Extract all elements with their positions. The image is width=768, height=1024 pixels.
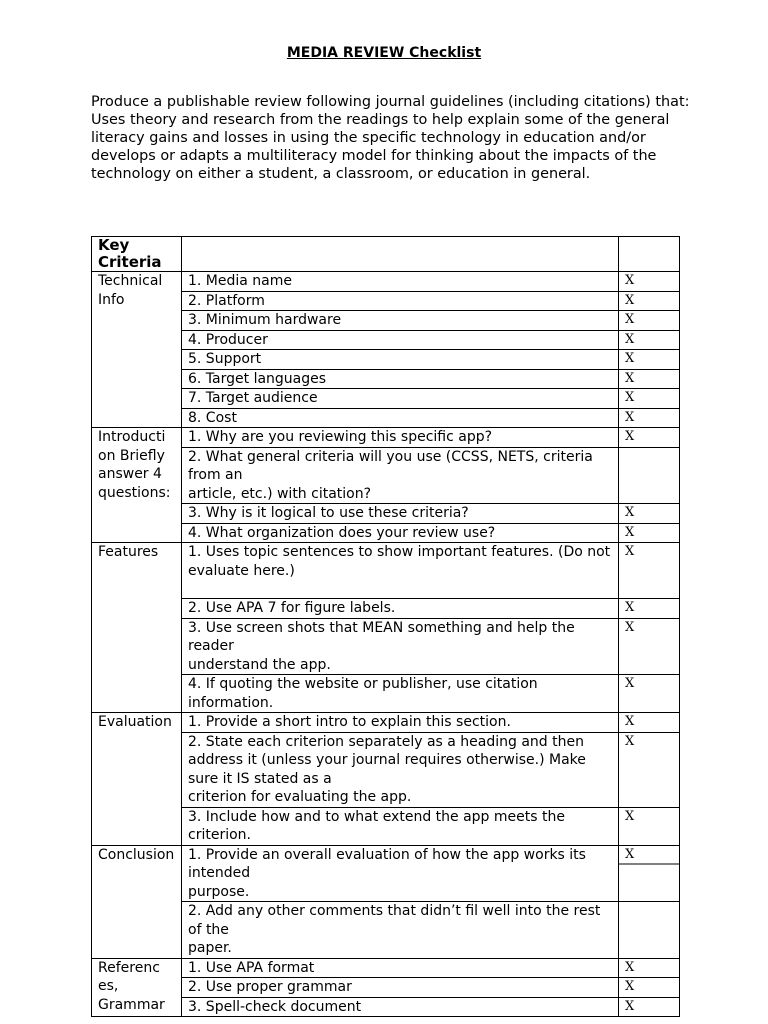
header-mark [619, 237, 680, 272]
mark-cell: X [619, 978, 680, 998]
mark-cell: X [619, 523, 680, 543]
intro-line-1: Produce a publishable review following journal guidelines (including citations) that: [91, 94, 690, 110]
criteria-technical-info: Technical Info [92, 272, 182, 428]
table-row [92, 543, 680, 599]
mark-cell [619, 447, 680, 504]
criteria-evaluation: Evaluation [92, 713, 182, 846]
header-item [182, 237, 619, 272]
item-cell: 4. If quoting the website or publisher, use citation information. [182, 675, 619, 713]
mark-cell: X [619, 369, 680, 389]
item-cell: 2. Use proper grammar [182, 978, 619, 998]
mark-cell: X [619, 997, 680, 1017]
item-cell: 1. Why are you reviewing this specific app? [182, 428, 619, 448]
item-cell: 1. Use APA format [182, 958, 619, 978]
table-row [92, 845, 680, 902]
table-row [92, 428, 680, 448]
intro-line-2: Uses theory and research from the readings to help explain some of the general literacy gains and losses in using the specific technology in education and/or develops or adapts a multiliteracy model for thinking about the impacts of the technology on either a student, a classroom, or education in general. [91, 112, 670, 182]
mark-cell: X [619, 618, 680, 675]
mark-cell: X [619, 330, 680, 350]
mark-cell: X [619, 543, 680, 599]
mark-cell [619, 902, 680, 959]
mark-cell: X [619, 311, 680, 331]
item-cell: 4. What organization does your review use? [182, 523, 619, 543]
header-key-criteria: Key Criteria [92, 237, 182, 272]
item-cell: 1. Media name [182, 272, 619, 292]
item-cell: 5. Support [182, 350, 619, 370]
item-cell: 3. Why is it logical to use these criteria? [182, 504, 619, 524]
mark-cell: X [619, 291, 680, 311]
page-title: MEDIA REVIEW Checklist [286, 45, 482, 61]
mark-cell: X [619, 408, 680, 428]
item-cell: 1. Provide an overall evaluation of how the app works its intended purpose. [182, 845, 619, 902]
item-cell: 1. Uses topic sentences to show important features. (Do not evaluate here.) [182, 543, 619, 599]
item-cell: 2. What general criteria will you use (CCSS, NETS, criteria from an article, etc.) with citation? [182, 447, 619, 504]
item-cell: 2. State each criterion separately as a heading and then address it (unless your journal requires otherwise.) Make sure it IS stated as a criterion for evaluating the app. [182, 732, 619, 807]
item-cell: 6. Target languages [182, 369, 619, 389]
item-cell: 2. Add any other comments that didn’t fil well into the rest of the paper. [182, 902, 619, 959]
item-cell: 7. Target audience [182, 389, 619, 409]
mark-cell: X [619, 599, 680, 619]
mark-cell: X [619, 350, 680, 370]
item-cell: 1. Provide a short intro to explain this section. [182, 713, 619, 733]
table-row [92, 272, 680, 292]
mark-cell: X [619, 732, 680, 807]
table-row [92, 713, 680, 733]
item-cell: 3. Use screen shots that MEAN something and help the reader understand the app. [182, 618, 619, 675]
mark-cell: X [619, 504, 680, 524]
item-cell: 2. Platform [182, 291, 619, 311]
mark-cell: X [619, 389, 680, 409]
item-cell: 3. Spell-check document [182, 997, 619, 1017]
table-row [92, 958, 680, 978]
mark-cell: X [619, 675, 680, 713]
mark-cell: X [619, 428, 680, 448]
mark-cell: X [619, 958, 680, 978]
table-header-row [92, 237, 680, 272]
mark-cell: X [619, 845, 680, 902]
intro-text [91, 93, 691, 183]
mark-cell: X [619, 272, 680, 292]
criteria-references-grammar: Referenc es, Grammar [92, 958, 182, 1017]
item-cell: 2. Use APA 7 for figure labels. [182, 599, 619, 619]
mark-cell: X [619, 807, 680, 845]
criteria-conclusion: Conclusion [92, 845, 182, 958]
checklist-table [91, 236, 680, 1017]
item-cell: 4. Producer [182, 330, 619, 350]
criteria-features: Features [92, 543, 182, 713]
mark-cell: X [619, 713, 680, 733]
item-cell: 3. Minimum hardware [182, 311, 619, 331]
criteria-introduction: Introducti on Briefly answer 4 questions: [92, 428, 182, 543]
item-cell: 3. Include how and to what extend the app meets the criterion. [182, 807, 619, 845]
item-cell: 8. Cost [182, 408, 619, 428]
